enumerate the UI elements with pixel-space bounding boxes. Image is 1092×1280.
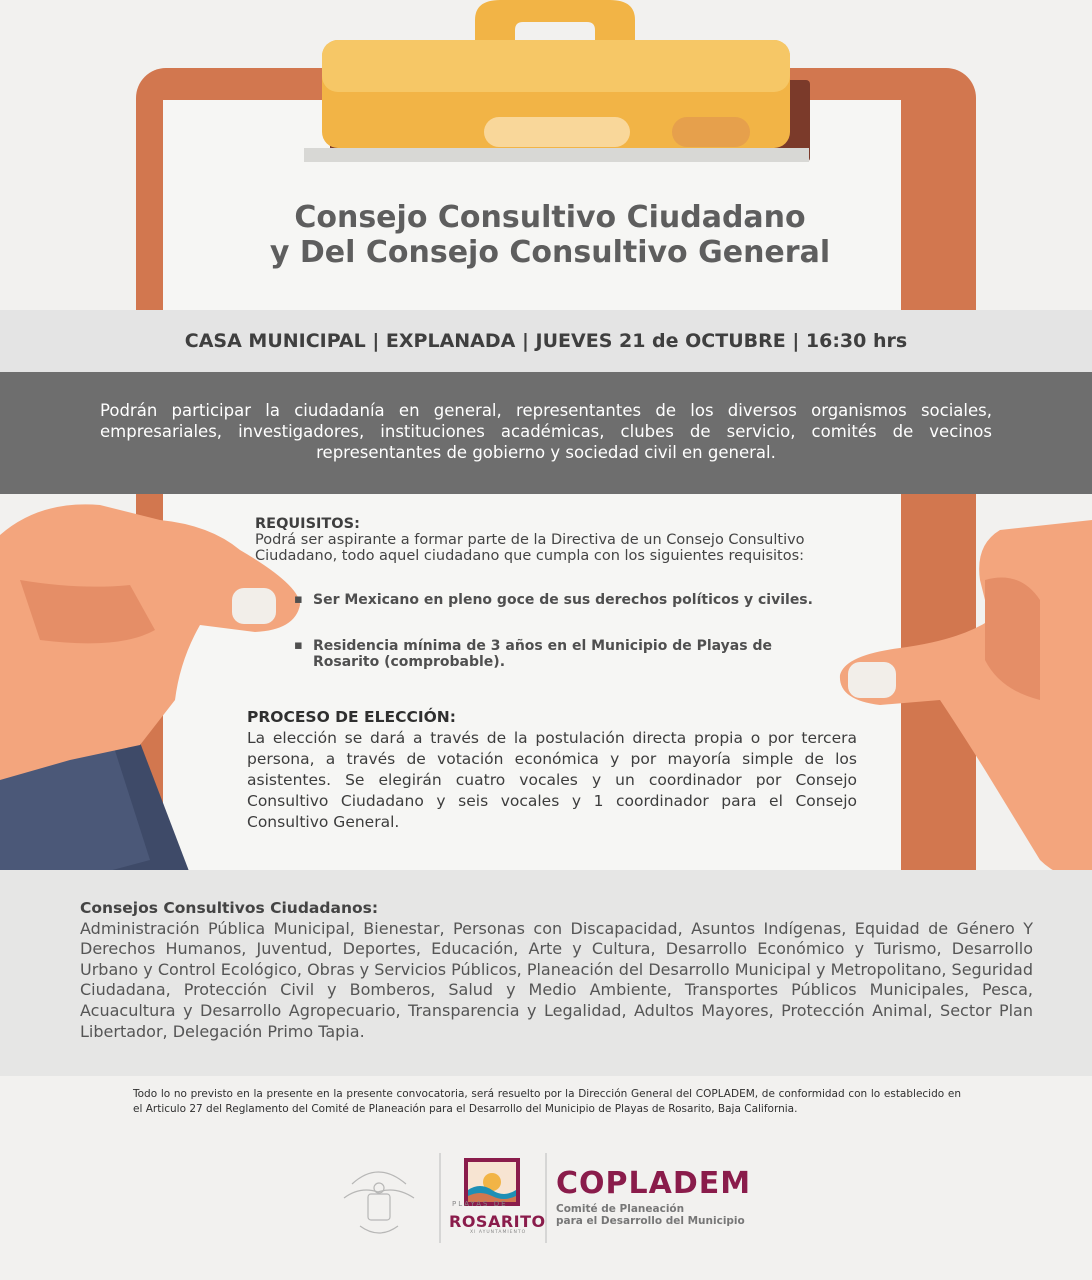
page-title bbox=[150, 200, 950, 270]
bullet-icon: ▪ bbox=[294, 638, 303, 653]
election-section bbox=[247, 707, 857, 833]
event-info: CASA MUNICIPAL | EXPLANADA | JUEVES 21 de OCTUBRE | 16:30 hrs bbox=[184, 330, 908, 352]
copladem-subtitle bbox=[556, 1203, 745, 1227]
government-seal-icon bbox=[344, 1172, 414, 1233]
requirement-text: Residencia mínima de 3 años en el Municipio de Playas de Rosarito (comprobable). bbox=[313, 638, 772, 670]
footer-note: Todo lo no previsto en la presente en la presente convocatoria, será resuelto por la Dirección General del COPLADEM, de conformidad con lo establecido en el Articulo 27 del Reglamento del Comité de Planeación para el Desarrollo del Municipio de Playas de Rosarito, Baja California. bbox=[133, 1088, 961, 1115]
event-info-band bbox=[0, 310, 1092, 372]
rosarito-name: ROSARITO bbox=[449, 1212, 546, 1231]
left-thumbnail bbox=[232, 588, 276, 624]
requirements-heading: REQUISITOS: bbox=[255, 516, 360, 532]
election-text: La elección se dará a través de la postulación directa propia o por tercera persona, a través de votación económica y por mayoría simple de los asistentes. Se elegirán cuatro vocales y un coordinador por Consejo Consultivo Ciudadano y seis vocales y 1 coordinador para el Consejo Consultivo General. bbox=[247, 729, 857, 831]
requirement-item bbox=[294, 592, 813, 608]
copladem-sub-line-2: para el Desarrollo del Municipio bbox=[556, 1215, 745, 1227]
requirements-section bbox=[255, 516, 873, 564]
requirement-text: Ser Mexicano en pleno goce de sus derechos políticos y civiles. bbox=[313, 592, 813, 608]
requirements-intro: Podrá ser aspirante a formar parte de la Directiva de un Consejo Consultivo Ciudadano, todo aquel ciudadano que cumpla con los siguientes requisitos: bbox=[255, 532, 805, 564]
rosarito-bottom-text: XI AYUNTAMIENTO bbox=[470, 1230, 527, 1235]
councils-text: Administración Pública Municipal, Bienestar, Personas con Discapacidad, Asuntos Indígenas, Equidad de Género Y Derechos Humanos, Juventud, Deportes, Educación, Arte y Cultura, Desarrollo Económico y Turismo, Desarrollo Urbano y Control Ecológico, Obras y Servicios Públicos, Planeación del Desarrollo Municipal y Metropolitano, Seguridad Ciudadana, Protección Civil y Bomberos, Salud y Medio Ambiente, Transportes Públicos Municipales, Pesca, Acuacultura y Desarrollo Agropecuario, Transparencia y Legalidad, Adultos Mayores, Protección Animal, Sector Plan Libertador, Delegación Primo Tapia. bbox=[80, 918, 1033, 1041]
bullet-icon: ▪ bbox=[294, 592, 303, 607]
title-line-1: Consejo Consultivo Ciudadano bbox=[294, 200, 806, 235]
right-thumbnail bbox=[848, 662, 896, 698]
copladem-sub-line-1: Comité de Planeación bbox=[556, 1203, 685, 1215]
title-line-2: y Del Consejo Consultivo General bbox=[269, 235, 831, 270]
rosarito-logo-icon bbox=[464, 1158, 520, 1206]
copladem-name: COPLADEM bbox=[556, 1166, 752, 1201]
participants-text: Podrán participar la ciudadanía en general, representantes de los diversos organismos sociales, empresariales, investigadores, instituciones académicas, clubes de servicio, comités de vecinos representantes de gobierno y sociedad civil en general. bbox=[100, 401, 992, 462]
requirement-item bbox=[294, 638, 813, 670]
rosarito-top-text: PLAYAS DE bbox=[452, 1200, 508, 1208]
election-heading: PROCESO DE ELECCIÓN: bbox=[247, 708, 456, 726]
councils-band bbox=[0, 870, 1092, 1076]
participants-band bbox=[0, 372, 1092, 494]
councils-heading: Consejos Consultivos Ciudadanos: bbox=[80, 899, 379, 917]
